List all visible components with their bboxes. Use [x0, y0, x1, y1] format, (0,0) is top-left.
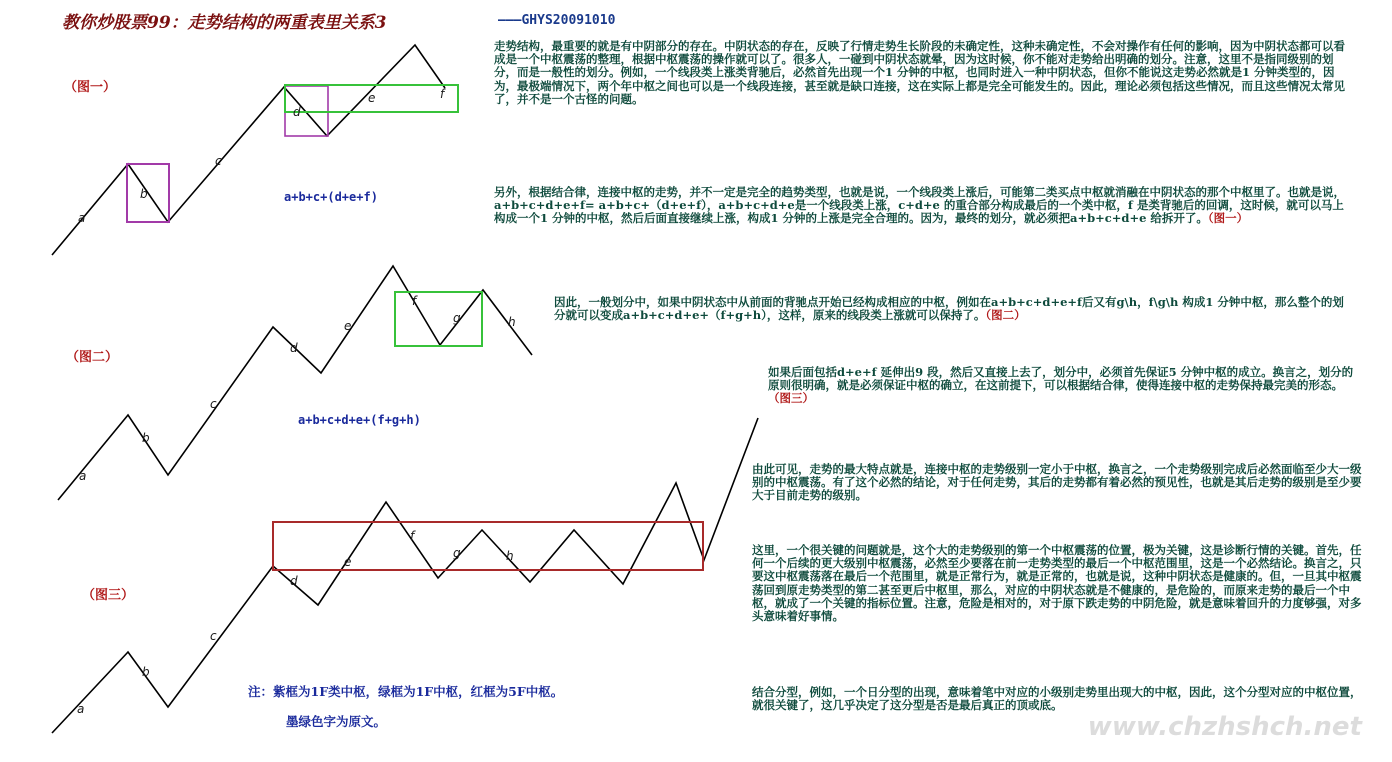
paragraph-5 [752, 463, 1364, 503]
fig2-label-h: h [508, 315, 516, 329]
fig3-label-c: c [210, 629, 217, 643]
paragraph-4-text: 如果后面包括d+e+f 延伸出9 段，然后又直接上去了，划分中，必须首先保证5 分钟中枢的成立。换言之，划分的原则很明确，就是必须保证中枢的确立，在这前提下，可以根据结合律，使得连接中枢的走势保持最完美的形态。 [768, 365, 1354, 393]
color-note: 墨绿色字为原文。 [286, 714, 387, 729]
fig2-label-b: b [142, 431, 150, 445]
fig2-label-a: a [79, 469, 87, 483]
paragraph-3 [554, 296, 1346, 322]
figure-1-zigzag-line [52, 45, 445, 255]
fig2-label-c: c [210, 397, 217, 411]
fig2-label-d: d [290, 341, 298, 355]
paragraph-1-text: 走势结构，最重要的就是有中阴部分的存在。中阴状态的存在，反映了行情走势生长阶段的未确定性，这种未确定性，不会对操作有任何的影响，因为中阴状态都可以看成是一个中枢震荡的整理，根据中枢震荡的操作就可以了。很多人，一碰到中阴状态就晕，因为这时候，你不能对走势给出明确的划分。注意，这里不是指同级别的划分，而是一般性的划分。例如，一个线段类上涨类背驰后，必然首先出现一个1 分钟的中枢，也同时进入一种中阴状态，但你不能说这走势必然就是1 分钟类型的，因为，最极端情况下，两个年中枢之间也可以是一个线段连接，甚至就是缺口连接，这在实际上都是完全可能发生的。因此，理论必须包括这些情况，而且这些情况太常见了，并不是一个古怪的问题。 [494, 39, 1345, 106]
paragraph-1 [494, 40, 1346, 106]
figure-2-formula: a+b+c+d+e+(f+g+h) [298, 413, 421, 427]
figure-2-zigzag-line [58, 266, 532, 500]
paragraph-3-text: 因此，一般划分中，如果中阴状态中从前面的背驰点开始已经构成相应的中枢，例如在a+b+c+d+e+f后又有g\h，f\g\h 构成1 分钟中枢，那么整个的划分就可以变成a+b+c+d+e+（f+g+h），这样，原来的线段类上涨就可以保持了。 [554, 295, 1344, 323]
fig1-label-f: f [440, 87, 445, 101]
fig3-label-g: g [453, 546, 461, 560]
fig3-label-d: d [290, 574, 298, 588]
fig1-label-d: d [293, 105, 301, 119]
paragraph-2-figure-ref: （图一） [1207, 211, 1249, 226]
paragraph-2-text: 另外，根据结合律，连接中枢的走势，并不一定是完全的趋势类型，也就是说，一个线段类上涨后，可能第二类买点中枢就消融在中阴状态的那个中枢里了。也就是说，a+b+c+d+e+f= a+b+c+（d+e+f），a+b+c+d+e是一个线段类上涨，c+d+e 的重合部分构成最后的一个类中枢，f 是类背驰后的回调，这时候，就可以马上构成一个1 分钟的中枢，然后后面直接继续上涨，构成1 分钟的上涨是完全合理的。因为，最终的划分，就必须把a+b+c+d+e 给拆开了。 [494, 185, 1345, 226]
fig1-label-e: e [368, 91, 376, 105]
figure-3-label: （图三） [82, 588, 135, 603]
author-signature: ———GHYS20091010 [498, 13, 616, 28]
legend-note: 注：紫框为1F类中枢，绿框为1F中枢，红框为5F中枢。 [248, 684, 564, 699]
figure-3-red-box [273, 522, 703, 570]
paragraph-4 [768, 366, 1358, 406]
fig1-label-c: c [215, 154, 222, 168]
figure-1-label: （图一） [64, 80, 117, 95]
paragraph-6-text: 这里，一个很关键的问题就是，这个大的走势级别的第一个中枢震荡的位置，极为关键，这是诊断行情的关键。首先，任何一个后续的更大级别中枢震荡，必然至少要落在前一走势类型的最后一个中枢范围里，这是一个必然结论。换言之，只要这中枢震荡落在最后一个范围里，就是正常行为，就是正常的，也就是说，这种中阴状态是健康的。但，一旦其中枢震荡回到原走势类型的第二甚至更后中枢里，那么，对应的中阴状态就是不健康的，是危险的，而原来走势的最后一个中枢，就成了一个关键的指标位置。注意，危险是相对的，对于原下跌走势的中阴危险，就是意味着回升的力度够强，对多头意味着好事情。 [752, 543, 1362, 624]
paragraph-3-figure-ref: （图二） [985, 308, 1026, 323]
paragraph-7-text: 结合分型，例如，一个日分型的出现，意味着笔中对应的小级别走势里出现大的中枢，因此，这个分型对应的中枢位置，就很关键了，这几乎决定了这分型是否是最后真正的顶或底。 [752, 685, 1362, 713]
figure-2-green-box [395, 292, 482, 346]
paragraph-5-text: 由此可见，走势的最大特点就是，连接中枢的走势级别一定小于中枢，换言之，一个走势级别完成后必然面临至少大一级别的中枢震荡。有了这个必然的结论，对于任何走势，其后的走势都有着必然的预见性，也就是其后走势的级别是至少要大于目前走势的级别。 [752, 462, 1362, 503]
fig2-label-g: g [453, 311, 461, 325]
site-watermark: www.chzhshch.net [1087, 712, 1362, 742]
paragraph-7 [752, 686, 1364, 712]
figure-1-formula: a+b+c+(d+e+f) [284, 190, 378, 204]
fig2-label-e: e [344, 319, 352, 333]
fig1-label-b: b [140, 187, 148, 201]
page-title: 教你炒股票99：走势结构的两重表里关系3 [62, 13, 387, 33]
fig1-label-a: a [78, 211, 86, 225]
fig3-label-h: h [506, 549, 514, 563]
fig3-label-f: f [410, 529, 415, 543]
figure-2-label: （图二） [66, 350, 119, 365]
paragraph-6 [752, 544, 1364, 623]
paragraph-4-figure-ref: （图三） [768, 391, 814, 406]
fig2-label-f: f [412, 294, 417, 308]
fig3-label-e: e [344, 555, 352, 569]
paragraph-2 [494, 186, 1346, 226]
fig3-label-a: a [77, 702, 85, 716]
fig3-label-b: b [142, 665, 150, 679]
